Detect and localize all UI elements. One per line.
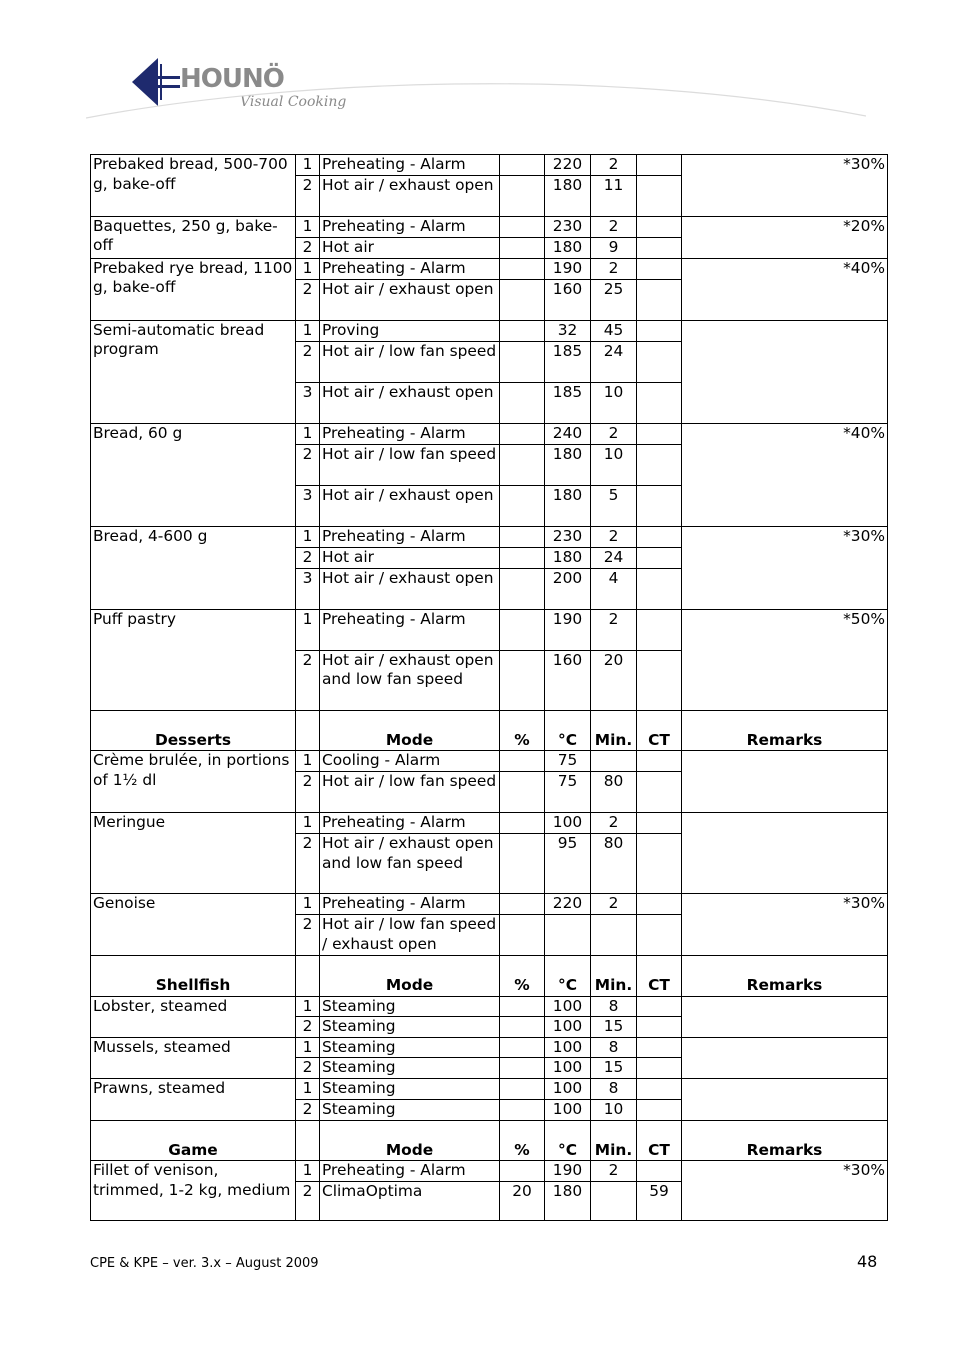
step-humidity <box>500 237 545 258</box>
recipe-step-row <box>91 216 888 237</box>
step-number: 1 <box>296 609 320 650</box>
step-mode: Hot air <box>320 547 500 568</box>
step-number: 3 <box>296 485 320 526</box>
step-humidity <box>500 1099 545 1120</box>
step-mode: Steaming <box>320 1099 500 1120</box>
recipe-remark: *40% <box>682 258 888 320</box>
step-core-temp <box>637 547 682 568</box>
section-header-row <box>91 710 888 751</box>
step-number: 1 <box>296 423 320 444</box>
step-number: 2 <box>296 1099 320 1120</box>
step-minutes: 2 <box>591 258 637 279</box>
step-number: 1 <box>296 258 320 279</box>
step-minutes <box>591 1182 637 1221</box>
step-number: 1 <box>296 996 320 1017</box>
header-remarks: Remarks <box>682 956 888 997</box>
step-humidity <box>500 894 545 915</box>
recipe-remark: *40% <box>682 423 888 526</box>
step-temperature: 190 <box>545 258 591 279</box>
step-humidity <box>500 175 545 216</box>
header-temperature: °C <box>545 710 591 751</box>
recipe-step-row <box>91 996 888 1017</box>
recipe-name: Bread, 4-600 g <box>91 526 296 609</box>
step-mode: Hot air / exhaust open <box>320 382 500 423</box>
recipe-name: Baquettes, 250 g, bake-off <box>91 216 296 258</box>
step-core-temp <box>637 813 682 834</box>
step-temperature: 100 <box>545 1099 591 1120</box>
step-minutes <box>591 751 637 772</box>
step-humidity <box>500 155 545 176</box>
step-temperature: 190 <box>545 1161 591 1182</box>
step-number: 2 <box>296 1182 320 1221</box>
recipe-step-row <box>91 155 888 176</box>
step-minutes: 24 <box>591 547 637 568</box>
recipe-step-row <box>91 894 888 915</box>
step-core-temp <box>637 526 682 547</box>
section-title: Game <box>91 1120 296 1161</box>
recipe-name: Prebaked bread, 500-700 g, bake-off <box>91 155 296 217</box>
step-core-temp: 59 <box>637 1182 682 1221</box>
recipe-remark: *30% <box>682 1161 888 1221</box>
header-humidity: % <box>500 1120 545 1161</box>
recipe-step-row <box>91 1037 888 1058</box>
step-humidity <box>500 772 545 813</box>
step-temperature: 230 <box>545 216 591 237</box>
step-humidity: 20 <box>500 1182 545 1221</box>
step-mode: Preheating - Alarm <box>320 526 500 547</box>
step-minutes: 8 <box>591 1078 637 1099</box>
step-mode: Steaming <box>320 1058 500 1079</box>
step-humidity <box>500 382 545 423</box>
step-number: 2 <box>296 772 320 813</box>
step-mode: Hot air / exhaust open <box>320 175 500 216</box>
step-temperature: 180 <box>545 547 591 568</box>
step-core-temp <box>637 834 682 894</box>
step-core-temp <box>637 341 682 382</box>
step-minutes: 2 <box>591 894 637 915</box>
step-number: 1 <box>296 1078 320 1099</box>
recipe-remark <box>682 813 888 894</box>
step-number: 1 <box>296 320 320 341</box>
step-humidity <box>500 1037 545 1058</box>
step-mode: Hot air / exhaust open <box>320 568 500 609</box>
step-humidity <box>500 751 545 772</box>
step-minutes: 10 <box>591 1099 637 1120</box>
step-mode: Preheating - Alarm <box>320 894 500 915</box>
header-minutes: Min. <box>591 956 637 997</box>
header-minutes: Min. <box>591 710 637 751</box>
step-mode: Hot air / exhaust open and low fan speed <box>320 650 500 710</box>
step-minutes: 15 <box>591 1017 637 1038</box>
step-minutes: 15 <box>591 1058 637 1079</box>
step-number: 2 <box>296 650 320 710</box>
header-remarks: Remarks <box>682 710 888 751</box>
step-minutes: 2 <box>591 423 637 444</box>
step-mode: Hot air / low fan speed <box>320 341 500 382</box>
step-core-temp <box>637 258 682 279</box>
recipe-remark: *30% <box>682 155 888 217</box>
step-temperature: 100 <box>545 1078 591 1099</box>
step-number: 3 <box>296 382 320 423</box>
step-minutes: 4 <box>591 568 637 609</box>
step-mode: Preheating - Alarm <box>320 258 500 279</box>
step-minutes: 11 <box>591 175 637 216</box>
footer-version: CPE & KPE – ver. 3.x – August 2009 <box>90 1256 319 1271</box>
header-humidity: % <box>500 956 545 997</box>
step-minutes: 8 <box>591 996 637 1017</box>
header-core-temp: CT <box>637 956 682 997</box>
recipe-remark: *30% <box>682 894 888 956</box>
step-core-temp <box>637 1161 682 1182</box>
recipe-name: Lobster, steamed <box>91 996 296 1037</box>
step-temperature: 180 <box>545 485 591 526</box>
step-temperature: 240 <box>545 423 591 444</box>
step-core-temp <box>637 1017 682 1038</box>
recipe-remark <box>682 751 888 813</box>
header-core-temp: CT <box>637 1120 682 1161</box>
step-temperature: 180 <box>545 175 591 216</box>
step-core-temp <box>637 915 682 956</box>
header-swoosh <box>86 72 866 122</box>
recipe-name: Bread, 60 g <box>91 423 296 526</box>
step-core-temp <box>637 279 682 320</box>
step-temperature <box>545 915 591 956</box>
step-mode: Steaming <box>320 1078 500 1099</box>
step-core-temp <box>637 609 682 650</box>
step-number: 2 <box>296 1017 320 1038</box>
recipe-name: Puff pastry <box>91 609 296 710</box>
header-minutes: Min. <box>591 1120 637 1161</box>
step-humidity <box>500 444 545 485</box>
step-humidity <box>500 423 545 444</box>
recipe-remark <box>682 996 888 1037</box>
step-minutes: 20 <box>591 650 637 710</box>
recipe-step-row <box>91 1161 888 1182</box>
step-core-temp <box>637 175 682 216</box>
step-mode: Steaming <box>320 1017 500 1038</box>
step-core-temp <box>637 568 682 609</box>
step-mode: Preheating - Alarm <box>320 423 500 444</box>
section-title: Shellfish <box>91 956 296 997</box>
step-minutes: 2 <box>591 155 637 176</box>
step-minutes: 2 <box>591 609 637 650</box>
section-title: Desserts <box>91 710 296 751</box>
recipe-remark: *20% <box>682 216 888 258</box>
step-mode: Hot air / low fan speed <box>320 444 500 485</box>
step-temperature: 180 <box>545 444 591 485</box>
recipe-step-row <box>91 526 888 547</box>
recipe-name: Semi-automatic bread program <box>91 320 296 423</box>
page-number: 48 <box>857 1252 878 1271</box>
step-humidity <box>500 915 545 956</box>
recipe-remark: *30% <box>682 526 888 609</box>
step-temperature: 100 <box>545 996 591 1017</box>
step-temperature: 200 <box>545 568 591 609</box>
header-core-temp: CT <box>637 710 682 751</box>
step-humidity <box>500 216 545 237</box>
step-minutes <box>591 915 637 956</box>
step-number: 1 <box>296 155 320 176</box>
step-mode: Hot air / exhaust open and low fan speed <box>320 834 500 894</box>
step-humidity <box>500 813 545 834</box>
step-temperature: 180 <box>545 237 591 258</box>
recipe-name: Mussels, steamed <box>91 1037 296 1078</box>
step-humidity <box>500 279 545 320</box>
step-core-temp <box>637 751 682 772</box>
step-temperature: 100 <box>545 1058 591 1079</box>
step-temperature: 185 <box>545 382 591 423</box>
recipe-step-row <box>91 813 888 834</box>
step-minutes: 5 <box>591 485 637 526</box>
header-humidity: % <box>500 710 545 751</box>
step-mode: Steaming <box>320 1037 500 1058</box>
step-humidity <box>500 1161 545 1182</box>
step-temperature: 220 <box>545 894 591 915</box>
step-minutes: 80 <box>591 834 637 894</box>
step-temperature: 32 <box>545 320 591 341</box>
step-temperature: 160 <box>545 650 591 710</box>
step-core-temp <box>637 155 682 176</box>
step-core-temp <box>637 444 682 485</box>
step-number: 2 <box>296 1058 320 1079</box>
recipe-remark: *50% <box>682 609 888 710</box>
step-humidity <box>500 320 545 341</box>
step-mode: Steaming <box>320 996 500 1017</box>
header-mode: Mode <box>320 1120 500 1161</box>
step-minutes: 45 <box>591 320 637 341</box>
step-minutes: 8 <box>591 1037 637 1058</box>
step-minutes: 10 <box>591 382 637 423</box>
step-temperature: 185 <box>545 341 591 382</box>
step-minutes: 2 <box>591 1161 637 1182</box>
step-humidity <box>500 485 545 526</box>
step-number: 2 <box>296 237 320 258</box>
header-step <box>296 1120 320 1161</box>
header-mode: Mode <box>320 956 500 997</box>
step-temperature: 220 <box>545 155 591 176</box>
step-minutes: 2 <box>591 813 637 834</box>
step-temperature: 160 <box>545 279 591 320</box>
logo-tagline: Visual Cooking <box>240 94 347 110</box>
step-humidity <box>500 341 545 382</box>
step-minutes: 2 <box>591 526 637 547</box>
recipe-table-body <box>91 155 888 1221</box>
step-core-temp <box>637 320 682 341</box>
step-mode: Cooling - Alarm <box>320 751 500 772</box>
step-core-temp <box>637 423 682 444</box>
step-number: 2 <box>296 444 320 485</box>
step-minutes: 80 <box>591 772 637 813</box>
step-number: 1 <box>296 216 320 237</box>
recipe-step-row <box>91 320 888 341</box>
step-core-temp <box>637 894 682 915</box>
step-mode: ClimaOptima <box>320 1182 500 1221</box>
step-core-temp <box>637 237 682 258</box>
step-mode: Hot air <box>320 237 500 258</box>
step-number: 2 <box>296 279 320 320</box>
step-number: 1 <box>296 1037 320 1058</box>
header-step <box>296 710 320 751</box>
recipe-step-row <box>91 1078 888 1099</box>
recipe-step-row <box>91 423 888 444</box>
step-core-temp <box>637 382 682 423</box>
step-mode: Preheating - Alarm <box>320 216 500 237</box>
step-temperature: 100 <box>545 1017 591 1038</box>
step-number: 1 <box>296 1161 320 1182</box>
step-temperature: 100 <box>545 1037 591 1058</box>
recipe-name: Fillet of venison, trimmed, 1-2 kg, medium <box>91 1161 296 1221</box>
step-number: 2 <box>296 341 320 382</box>
step-number: 1 <box>296 894 320 915</box>
step-core-temp <box>637 1058 682 1079</box>
step-mode: Preheating - Alarm <box>320 813 500 834</box>
step-humidity <box>500 547 545 568</box>
section-header-row <box>91 1120 888 1161</box>
recipe-table <box>90 154 888 1221</box>
step-temperature: 75 <box>545 772 591 813</box>
step-humidity <box>500 526 545 547</box>
step-mode: Preheating - Alarm <box>320 155 500 176</box>
step-temperature: 100 <box>545 813 591 834</box>
recipe-name: Prebaked rye bread, 1100 g, bake-off <box>91 258 296 320</box>
step-humidity <box>500 996 545 1017</box>
step-humidity <box>500 1058 545 1079</box>
step-core-temp <box>637 650 682 710</box>
step-core-temp <box>637 996 682 1017</box>
recipe-name: Genoise <box>91 894 296 956</box>
step-humidity <box>500 568 545 609</box>
step-temperature: 190 <box>545 609 591 650</box>
step-temperature: 95 <box>545 834 591 894</box>
step-mode: Hot air / exhaust open <box>320 485 500 526</box>
step-minutes: 10 <box>591 444 637 485</box>
header-temperature: °C <box>545 956 591 997</box>
recipe-step-row <box>91 258 888 279</box>
step-minutes: 2 <box>591 216 637 237</box>
step-humidity <box>500 1078 545 1099</box>
step-number: 2 <box>296 547 320 568</box>
recipe-remark <box>682 1078 888 1120</box>
step-mode: Hot air / low fan speed / exhaust open <box>320 915 500 956</box>
step-humidity <box>500 1017 545 1038</box>
step-number: 2 <box>296 834 320 894</box>
step-number: 2 <box>296 175 320 216</box>
step-mode: Proving <box>320 320 500 341</box>
step-temperature: 180 <box>545 1182 591 1221</box>
step-humidity <box>500 650 545 710</box>
step-humidity <box>500 609 545 650</box>
step-mode: Hot air / low fan speed <box>320 772 500 813</box>
step-core-temp <box>637 216 682 237</box>
step-core-temp <box>637 1078 682 1099</box>
recipe-remark <box>682 1037 888 1078</box>
step-core-temp <box>637 485 682 526</box>
step-temperature: 230 <box>545 526 591 547</box>
step-humidity <box>500 834 545 894</box>
recipe-remark <box>682 320 888 423</box>
step-core-temp <box>637 772 682 813</box>
step-number: 2 <box>296 915 320 956</box>
header-mode: Mode <box>320 710 500 751</box>
step-core-temp <box>637 1099 682 1120</box>
step-mode: Preheating - Alarm <box>320 1161 500 1182</box>
step-humidity <box>500 258 545 279</box>
recipe-step-row <box>91 751 888 772</box>
header-step <box>296 956 320 997</box>
header-remarks: Remarks <box>682 1120 888 1161</box>
step-minutes: 25 <box>591 279 637 320</box>
recipe-name: Prawns, steamed <box>91 1078 296 1120</box>
step-minutes: 24 <box>591 341 637 382</box>
recipe-name: Crème brulée, in portions of 1½ dl <box>91 751 296 813</box>
recipe-name: Meringue <box>91 813 296 894</box>
step-number: 1 <box>296 813 320 834</box>
recipe-step-row <box>91 609 888 650</box>
header-temperature: °C <box>545 1120 591 1161</box>
step-core-temp <box>637 1037 682 1058</box>
step-minutes: 9 <box>591 237 637 258</box>
step-number: 3 <box>296 568 320 609</box>
section-header-row <box>91 956 888 997</box>
step-number: 1 <box>296 751 320 772</box>
step-number: 1 <box>296 526 320 547</box>
step-temperature: 75 <box>545 751 591 772</box>
logo-wordmark: HOUNÖ <box>180 64 284 94</box>
step-mode: Preheating - Alarm <box>320 609 500 650</box>
step-mode: Hot air / exhaust open <box>320 279 500 320</box>
